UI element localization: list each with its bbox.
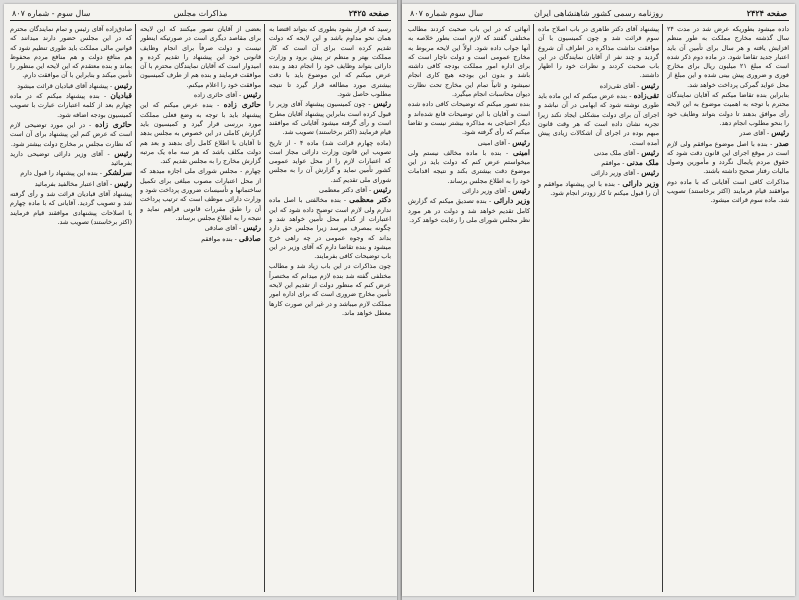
speaker-name: رئیس	[114, 80, 132, 90]
paragraph: - آقای دکتر معظمی	[319, 186, 372, 195]
speaker-name: رئیس	[641, 80, 659, 90]
left-page-issue: سال سوم - شماره ۸۰۷	[12, 9, 91, 18]
paragraph: (ماده چهارم قرائت شد) ماده ۴ - از تاریخ تصویب این قانون وزارت دارائی مجاز است که اعتبارات لازم را از محل عواید عمومی کشور تأمین نماید و گزارش آن را به مجلس شورای ملی تقدیم کند.	[269, 138, 391, 184]
paragraph: - بنده با ماده مخالف نیستم ولی میخواستم عرض کنم که دولت باید در این موضوع دقت بیشتری بکند و نتیجه اقدامات خود را به اطلاع مجلس برساند.	[408, 148, 530, 185]
paragraph: چون مذاکرات در این باب زیاد شد و مطالب مختلفی گفته شد بنده لازم میدانم که مختصراً عرض کنم که منظور دولت از تقدیم این لایحه تأمین مخارج ضروری است که برای اداره امور مملکت لازم میباشد و در غیر این صورت کارها معطل خواهد ماند.	[269, 262, 391, 317]
right-page-header	[408, 7, 789, 21]
right-page-columns	[408, 24, 789, 592]
left-page-header	[10, 7, 391, 21]
paragraph: - بنده عرض میکنم که این ماده باید طوری نوشته شود که ابهامی در آن نباشد و اجرای آن برای دولت مشکلی ایجاد نکند زیرا تجربه نشان داده است که هر وقت قانون مبهم بوده در اجرای آن اشکالات زیادی پیش آمده است.	[538, 92, 659, 147]
paragraph: - آقای اعتبار مخالفید بفرمائید	[34, 179, 113, 188]
left-page-column-2	[140, 24, 261, 592]
speaker-name: رئیس	[512, 137, 530, 147]
paragraph: چهارم - مجلس شورای ملی اجازه میدهد که از محل اعتبارات مصوب مبلغی برای تکمیل ساختمانها و تأسیسات ضروری پرداخت شود و وزارت دارائی موظف است که ترتیب پرداخت آن را طبق مقررات قانونی فراهم نماید و نتیجه را به اطلاع مجلس برساند.	[140, 167, 261, 222]
left-page	[4, 4, 397, 596]
paragraph: - چون کمیسیون پیشنهاد آقای وزیر را قبول کرده است بنابراین پیشنهاد آقایان مطرح است و رأی گرفته میشود آقایانی که موافقند قیام فرمایند (اکثر برخاستند) تصویب شد.	[269, 100, 391, 137]
left-page-number: صفحه ۲۴۲۵	[348, 8, 389, 18]
paragraph: - آقای وزیر دارائی توضیحی دارید بفرمائید	[10, 149, 132, 168]
paragraph: - آقای ملک مدنی	[594, 148, 640, 157]
speaker-name: رئیس	[114, 178, 132, 188]
paragraph: پیشنهاد آقای قبادیان قرائت شد و رأی گرفته شد و تصویب گردید. آقایانی که با ماده چهارم با اصلاحات پیشنهادی موافقند قیام فرمایند (اکثر برخاستند) تصویب شد.	[10, 190, 132, 226]
paragraph: - بنده این پیشنهاد را قبول دارم	[20, 169, 102, 178]
speaker-name: وزیر دارائی	[493, 196, 530, 206]
paragraph: مذاکرات کافی است آقایانی که با ماده دوم موافقند قیام فرمایند (اکثر برخاستند) تصویب شد. ماده سوم قرائت میشود.	[667, 177, 789, 205]
paragraph: بعضی از آقایان تصور میکنند که این لایحه برای مقاصد دیگری است در صورتیکه اینطور نیست و دولت صرفاً برای انجام وظایف قانونی خود این پیشنهاد را تقدیم کرده و امیدوار است که آقایان نمایندگان محترم با آن موافقت فرمایند و بنده هم از طرف کمیسیون موافقت خود را اعلام میکنم.	[140, 25, 261, 89]
speaker-name: حائری زاده	[223, 100, 261, 110]
right-page-column-2	[538, 24, 659, 592]
speaker-name: دکتر معظمی	[349, 195, 391, 205]
column-divider	[662, 24, 663, 592]
paragraph: - آقای حائری زاده	[193, 91, 242, 100]
paragraph: - آقای صدر	[739, 129, 770, 138]
paragraph: - آقای امینی	[477, 138, 511, 147]
paragraph: - موافقم	[601, 159, 625, 168]
paragraph: آنهائی که در این باب صحبت کردند مطالب مختلفی گفتند که لازم است بطور خلاصه به آنها جواب داده شود. اولاً این لایحه مربوط به مخارج عمومی است و دولت ناچار است که برای اداره امور مملکت بودجه کافی داشته باشد و بدون این بودجه هیچ کاری انجام نمیشود و ثانیاً تمام این مخارج تحت نظارت دیوان محاسبات انجام میگیرد.	[408, 25, 530, 99]
left-page-column-3	[10, 24, 132, 592]
speaker-name: حائری زاده	[95, 119, 132, 129]
left-page-column-1	[269, 24, 391, 592]
speaker-name: رئیس	[641, 147, 659, 157]
speaker-name: قبادیان	[110, 91, 132, 101]
right-page-column-3	[408, 24, 530, 592]
speaker-name: رئیس	[512, 186, 530, 196]
paragraph: - بنده پیشنهاد میکنم که در ماده چهارم بعد از کلمه اعتبارات عبارت با تصویب کمیسیون بودجه اضافه شود.	[10, 92, 132, 119]
paragraph: - بنده موافقم	[201, 234, 237, 243]
paragraph: - آقای وزیر دارائی	[462, 187, 511, 196]
speaker-name: سرلشکر	[103, 168, 132, 178]
speaker-name: رئیس	[373, 185, 391, 195]
speaker-name: امینی	[512, 147, 530, 157]
right-page-number: صفحه ۲۴۲۴	[746, 8, 787, 18]
speaker-name: ملک مدنی	[626, 158, 659, 168]
speaker-name: صدر	[774, 138, 789, 148]
speaker-name: صادقی	[238, 233, 261, 243]
speaker-name: رئیس	[243, 90, 261, 100]
column-divider	[264, 24, 265, 592]
paragraph: داده میشود بطوریکه عرض شد در مدت ۲۴ سال گذشته مخارج مملکت به طور منظم افزایش یافته و هر سال برای تأمین آن باید اعتبار جدید تقاضا شود. در ماده دوم ذکر شده است که مبلغ ۲۱ میلیون ریال برای مخارج فوری و ضروری پیش بینی شده و این مبلغ از محل عواید گمرکی پرداخت خواهد شد.	[667, 25, 789, 89]
speaker-name: رئیس	[641, 168, 659, 178]
paragraph: - بنده با این پیشنهاد موافقم و آن را قبول میکنم تا کار زودتر انجام شود.	[538, 179, 659, 198]
paragraph: - آقای صادقی	[204, 224, 242, 233]
right-page-issue: سال سوم شماره ۸۰۷	[410, 9, 484, 18]
speaker-name: رئیس	[771, 128, 789, 138]
left-page-columns	[10, 24, 391, 592]
right-page-column-1	[667, 24, 789, 592]
speaker-name: وزیر دارائی	[622, 178, 659, 188]
left-page-title: مذاکرات مجلس	[173, 9, 228, 18]
speaker-name: رئیس	[114, 148, 132, 158]
paragraph: - در این مورد توضیحی لازم است که عرض کنم این پیشنهاد برای آن است که نظارت مجلس بر مخارج دولت بیشتر شود.	[10, 120, 132, 148]
column-divider	[533, 24, 534, 592]
paragraph: - پیشنهاد آقای قبادیان قرائت میشود	[17, 81, 113, 90]
paragraph: صادق‌زاده آقای رئیس و تمام نمایندگان محترم که در این مجلس حضور دارند میدانند که قوانین مالی مملکت باید طوری تنظیم شود که هم منافع دولت و هم منافع مردم محفوظ بماند و بنده معتقدم که این لایحه این منظور را تأمین میکند و بنابراین با آن موافقت دارم.	[10, 25, 132, 80]
paragraph: - آقای تقی‌زاده	[599, 81, 640, 90]
paragraph: - آقای وزیر دارائی	[591, 169, 640, 178]
paragraph: - بنده تصدیق میکنم که گزارش کامل تقدیم خواهد شد و دولت در هر مورد نظر مجلس شورای ملی را رعایت خواهد کرد.	[408, 197, 530, 224]
speaker-name: رئیس	[243, 223, 261, 233]
right-page	[402, 4, 795, 596]
speaker-name: تقی‌زاده	[633, 91, 659, 101]
paragraph: بنده تصور میکنم که توضیحات کافی داده شده است و آقایان با این توضیحات قانع شده‌اند و دیگر احتیاجی به مذاکره بیشتر نیست و تقاضا میکنم که رأی گرفته شود.	[408, 100, 530, 137]
paragraph: - بنده با اصل موضوع موافقم ولی لازم است در موقع اجرای این قانون دقت شود که حقوق مردم پایمال نگردد و مأمورین وصول مالیات رفتار صحیح داشته باشند.	[667, 139, 789, 176]
paragraph: - بنده عرض میکنم که این پیشنهاد باید با توجه به وضع فعلی مملکت مورد بررسی قرار گیرد و کمیسیون باید گزارش کاملی در این خصوص به مجلس بدهد تا آقایان با اطلاع کامل رأی بدهند و بعد هم دولت مکلف باشد که هر سه ماه یک مرتبه گزارش مخارج را به مجلس تقدیم کند.	[140, 101, 261, 166]
paragraph: بنابراین بنده تقاضا میکنم که آقایان نمایندگان محترم با توجه به اهمیت موضوع به این لایحه رأی موافق بدهند تا دولت بتواند وظایف خود را بنحو مطلوب انجام دهد.	[667, 91, 789, 127]
column-divider	[135, 24, 136, 592]
paragraph: - بنده مخالفتی با اصل ماده ندارم ولی لازم است توضیح داده شود که این اعتبارات از کدام محل تأمین خواهد شد و چگونه بمصرف میرسد زیرا مجلس حق دارد بداند که وجوه عمومی در چه راهی خرج میشود و بنده تقاضا دارم که آقای وزیر در این باب توضیحات کافی بفرمایند.	[269, 196, 391, 261]
right-page-title: روزنامه رسمی کشور شاهنشاهی ایران	[534, 9, 663, 18]
paragraph: رسید که قرار بشود بطوری که بتواند اقتضا به همان نحو مداوم باشد و این لایحه که دولت تقدیم کرده است برای آن است که کار مملکت بهتر و منظم تر پیش برود و وزارت دارائی بتواند وظایف خود را انجام دهد و بنده عرض میکنم که این موضوع باید با دقت بیشتری مورد مطالعه قرار گیرد تا نتیجه مطلوب حاصل شود.	[269, 25, 391, 99]
speaker-name: رئیس	[373, 99, 391, 109]
paragraph: پیشنهاد آقای دکتر طاهری در باب اصلاح ماده سوم قرائت شد و چون کمیسیون با آن موافقت نداشت مذاکره در اطراف آن شروع گردید و چند نفر از آقایان نمایندگان در این باب صحبت کردند و نظرات خود را اظهار داشتند.	[538, 25, 659, 80]
